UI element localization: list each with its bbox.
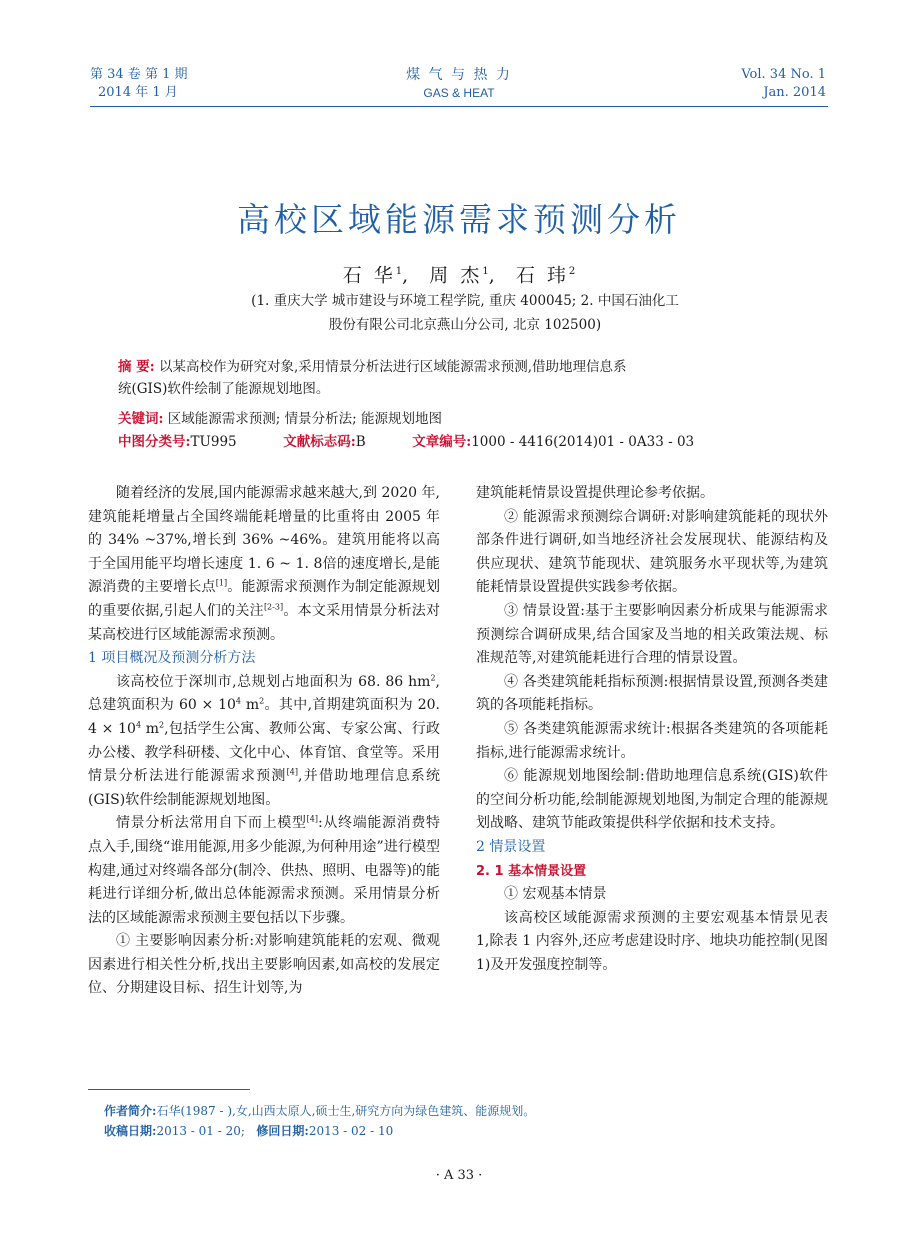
subsection-heading: 2. 1 基本情景设置 <box>476 863 587 879</box>
affiliation <box>160 289 770 337</box>
paragraph: ④ 各类建筑能耗指标预测:根据情景设置,预测各类建筑的各项能耗指标。 <box>476 673 828 714</box>
doccode-value: B <box>355 434 366 450</box>
abstract-text: 统(GIS)软件绘制了能源规划地图。 <box>118 381 330 397</box>
paragraph: ① 宏观基本情景 <box>504 886 607 903</box>
issue-date-en: Jan. 2014 <box>763 85 826 100</box>
citation: [2-3] <box>263 602 284 612</box>
paragraph: ⑥ 能源规划地图绘制:借助地理信息系统(GIS)软件的空间分析功能,绘制能源规划地图,为制定合理的能源规划战略、建筑节能政策提供科学依据和技术支持。 <box>476 768 828 832</box>
article-value: 1000 - 4416(2014)01 - 0A33 - 03 <box>471 434 695 450</box>
author-bio <box>104 1101 535 1121</box>
author-bio-text: 石华(1987 - ),女,山西太原人,硕士生,研究方向为绿色建筑、能源规划。 <box>156 1104 536 1118</box>
affiliation-line: 股份有限公司北京燕山分公司, 北京 102500) <box>328 317 602 333</box>
keywords-label: 关键词: <box>118 411 164 427</box>
paper-title: 高校区域能源需求预测分析 <box>237 200 681 239</box>
author-name: 石 玮 <box>515 264 569 287</box>
article-label: 文章编号: <box>412 434 472 450</box>
abstract-label: 摘 要: <box>118 359 155 375</box>
received-label: 收稿日期: <box>104 1124 157 1138</box>
paragraph: 该高校区域能源需求预测的主要宏观基本情景见表 1,除表 1 内容外,还应考虑建设时序、地块功能控制(见图 1)及开发强度控制等。 <box>476 909 828 973</box>
citation: [1] <box>215 578 228 588</box>
paragraph: ③ 情景设置:基于主要影响因素分析成果与能源需求预测综合调研成果,结合国家及当地的相关政策法规、标准规范等,对建筑能耗进行合理的情景设置。 <box>476 602 828 667</box>
running-header <box>0 66 918 106</box>
issue-volume: 第 34 卷 第 1 期 <box>90 67 188 82</box>
paragraph: ⑤ 各类建筑能源需求统计:根据各类建筑的各项能耗指标,进行能源需求统计。 <box>476 720 828 761</box>
paragraph: 随着经济的发展,国内能源需求越来越大,到 2020 年,建筑能耗增量占全国终端能耗增量的比重将由 2005 年的 34% ~37%,增长到 36% ~46%。建筑用能将以高于全国用能平均增长速度 1. 6 ~ 1. 8倍的速度增长,是能源消费的主要增长点[1]。能源需求预测作为制定能源规划的重要依据,引起人们的关注[2-3]。本文采用情景分析法对某高校进行区域能源需求预测。 <box>88 485 441 643</box>
classification <box>118 431 808 453</box>
issue-volume-en: Vol. 34 No. 1 <box>741 67 826 82</box>
section-heading: 2 情景设置 <box>476 838 546 855</box>
paragraph: ② 能源需求预测综合调研:对影响建筑能耗的现状外部条件进行调研,如当地经济社会发展现状、能源结构及供应现状、建筑节能现状、建筑服务水平现状等,为建筑能耗情景设置提供实践参考依据。 <box>476 508 828 596</box>
received-date: 2013 - 01 - 20; <box>156 1124 245 1138</box>
citation: [4] <box>306 814 318 824</box>
revised-date: 2013 - 02 - 10 <box>308 1124 394 1138</box>
paragraph: 该高校位于深圳市,总规划占地面积为 68. 86 $hm^2$,总建筑面积为 $60 \times 10^4$ $m^2$。其中,首期建筑面积为 20. $4 \times 10^4$ $m^2$,包括学生公寓、教师公寓、专家公寓、行政办公楼、教学科研楼、文化中心、体育馆、食堂等。采用情景分析法进行能源需求预测[4],并借助地理信息系统(GIS)软件绘制能源规划地图。 <box>88 673 441 808</box>
abstract <box>118 356 808 400</box>
author-bio-label: 作者简介: <box>104 1104 157 1118</box>
paragraph: ① 主要影响因素分析:对影响建筑能耗的宏观、微观因素进行相关性分析,找出主要影响因素,如高校的发展定位、分期建设目标、招生计划等,为 <box>88 933 440 997</box>
doccode-label: 文献标志码: <box>283 434 356 450</box>
keywords <box>118 408 808 430</box>
affiliation-line: (1. 重庆大学 城市建设与环境工程学院, 重庆 400045; 2. 中国石油化工 <box>251 293 679 309</box>
section-heading: 1 项目概况及预测分析方法 <box>88 650 256 667</box>
page-number: · A 33 · <box>435 1168 483 1183</box>
paragraph: 情景分析法常用自下而上模型[4]:从终端能源消费特点入手,围绕“谁用能源,用多少能源,为何种用途”进行模型构建,通过对终端各部分(制冷、供热、照明、电器等)的能耗进行详细分析,做出总体能源需求预测。采用情景分析法的区域能源需求预测主要包括以下步骤。 <box>88 814 441 926</box>
journal-name-en: GAS & HEAT <box>423 86 495 100</box>
paragraph: 建筑能耗情景设置提供理论参考依据。 <box>476 485 714 501</box>
citation: [4] <box>286 767 299 777</box>
author-name: 周 杰 <box>429 264 483 287</box>
body-right-column <box>476 482 828 977</box>
journal-issue-en <box>741 66 826 102</box>
clc-value: TU995 <box>190 434 237 450</box>
author-list: 石 华$^1$, 周 杰$^1$, 石 玮$^2$ <box>342 264 576 287</box>
journal-name-cn: 煤 气 与 热 力 <box>406 67 512 83</box>
body-left-column <box>88 482 440 1001</box>
author-mark: 2 <box>568 266 576 277</box>
abstract-text: 以某高校作为研究对象,采用情景分析法进行区域能源需求预测,借助地理信息系 <box>154 359 627 375</box>
author-mark: 1 <box>395 266 403 277</box>
issue-date: 2014 年 1 月 <box>98 85 178 100</box>
footnote-rule <box>88 1089 250 1090</box>
revised-label: 修回日期: <box>256 1124 309 1138</box>
dates <box>104 1121 393 1141</box>
keywords-text: 区域能源需求预测; 情景分析法; 能源规划地图 <box>163 411 442 427</box>
header-rule <box>90 106 828 107</box>
author-name: 石 华 <box>342 264 396 287</box>
clc-label: 中图分类号: <box>118 434 191 450</box>
author-mark: 1 <box>482 266 489 277</box>
